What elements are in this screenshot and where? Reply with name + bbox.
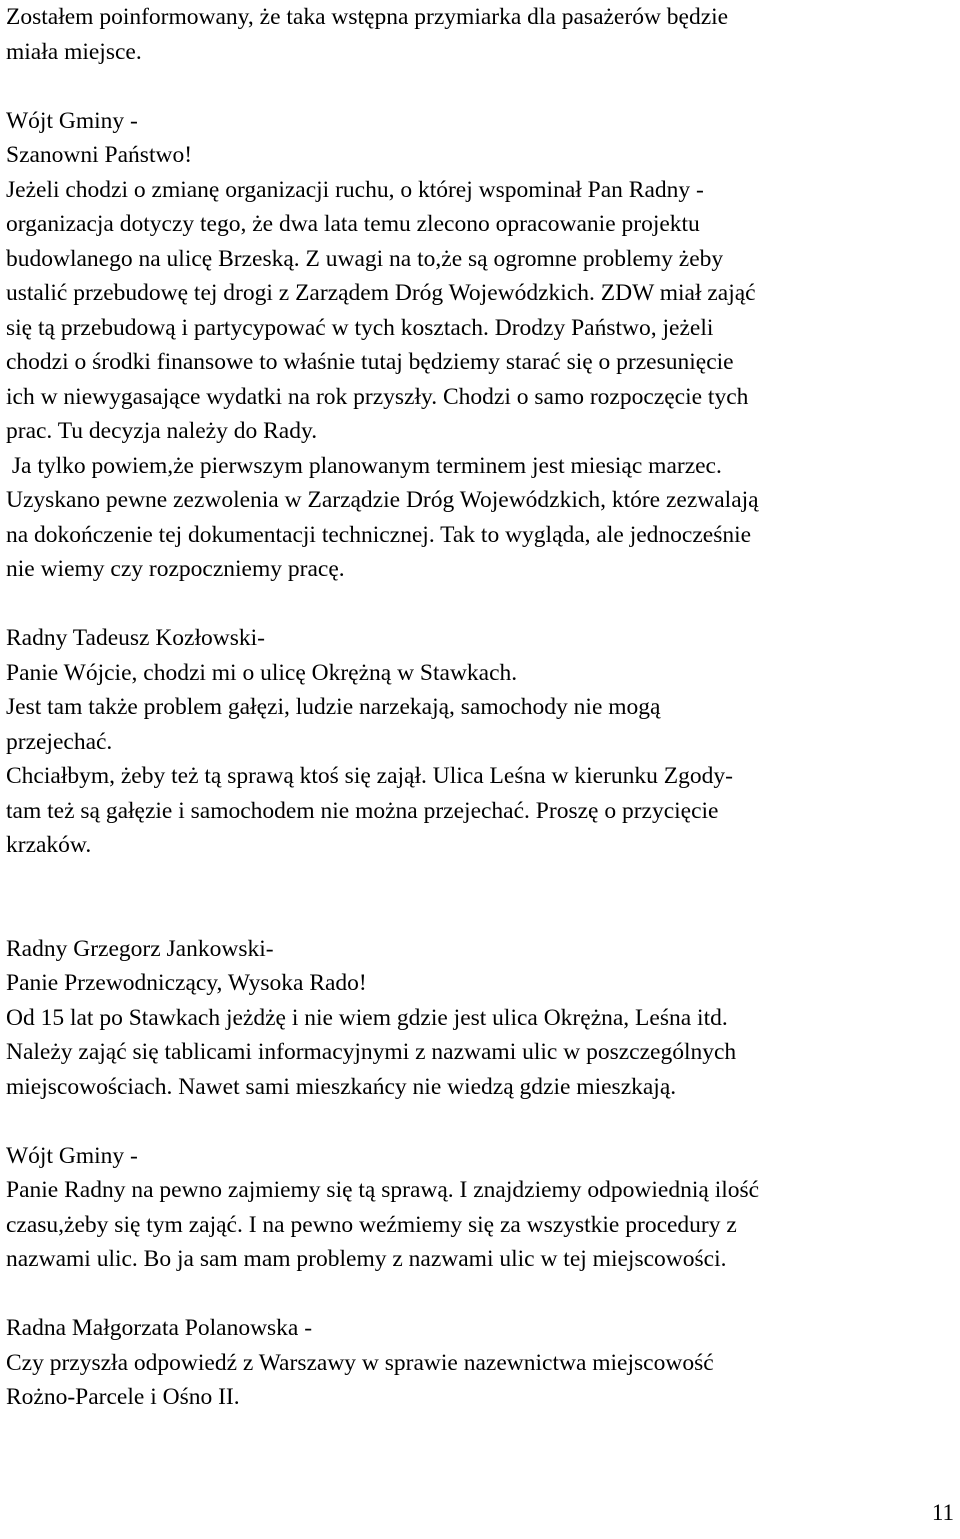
- text-line: Panie Wójcie, chodzi mi o ulicę Okrężną w Stawkach.: [6, 659, 518, 686]
- text-line: Uzyskano pewne zezwolenia w Zarządzie Dróg Wojewódzkich, które zezwalają: [6, 487, 759, 513]
- text-line: nie wiemy czy rozpoczniemy pracę.: [6, 556, 345, 582]
- text-line: nazwami ulic. Bo ja sam mam problemy z nazwami ulic w tej miejscowości.: [6, 1246, 727, 1272]
- speaker-label: Wójt Gminy -: [6, 1142, 138, 1169]
- text-line: Chciałbym, żeby też tą sprawą ktoś się zajął. Ulica Leśna w kierunku Zgody-: [6, 763, 733, 789]
- speaker-label: Radny Tadeusz Kozłowski-: [6, 625, 265, 651]
- text-line: budowlanego na ulicę Brzeską. Z uwagi na to,że są ogromne problemy żeby: [6, 245, 724, 272]
- speaker-label: Wójt Gminy -: [6, 107, 138, 134]
- text-line: organizacja dotyczy tego, że dwa lata temu zlecono opracowanie projektu: [6, 211, 700, 237]
- text-line: miejscowościach. Nawet sami mieszkańcy nie wiedzą gdzie mieszkają.: [6, 1073, 677, 1100]
- text-line: chodzi o środki finansowe to właśnie tutaj będziemy starać się o przesunięcie: [6, 349, 734, 375]
- text-line: krzaków.: [6, 832, 92, 858]
- text-line: Panie Przewodniczący, Wysoka Rado!: [6, 970, 367, 996]
- document-body: [6, 0, 958, 1415]
- text-line: Rożno-Parcele i Ośno II.: [6, 1384, 240, 1410]
- speaker-label: Radny Grzegorz Jankowski-: [6, 935, 274, 962]
- text-line: Ja tylko powiem,że pierwszym planowanym terminem jest miesiąc marzec.: [6, 452, 722, 479]
- text-line: Panie Radny na pewno zajmiemy się tą sprawą. I znajdziemy odpowiednią ilość: [6, 1177, 760, 1203]
- text-line: Szanowni Państwo!: [6, 142, 193, 168]
- text-line: się tą przebudową i partycypować w tych kosztach. Drodzy Państwo, jeżeli: [6, 314, 714, 341]
- text-line: na dokończenie tej dokumentacji technicznej. Tak to wygląda, ale jednocześnie: [6, 521, 752, 548]
- text-line: Od 15 lat po Stawkach jeżdżę i nie wiem gdzie jest ulica Okrężna, Leśna itd.: [6, 1004, 728, 1031]
- text-line: ich w niewygasające wydatki na rok przyszły. Chodzi o samo rozpoczęcie tych: [6, 383, 749, 410]
- speaker-label: Radna Małgorzata Polanowska -: [6, 1315, 313, 1341]
- text-line: Jest tam także problem gałęzi, ludzie narzekają, samochody nie mogą: [6, 694, 661, 720]
- text-line: przejechać.: [6, 728, 113, 755]
- text-line: Czy przyszła odpowiedź z Warszawy w sprawie nazewnictwa miejscowość: [6, 1349, 714, 1376]
- text-line: Jeżeli chodzi o zmianę organizacji ruchu, o której wspominał Pan Radny -: [6, 176, 704, 203]
- text-line: miała miejsce.: [6, 38, 142, 65]
- text-line: Zostałem poinformowany, że taka wstępna przymiarka dla pasażerów będzie: [6, 4, 729, 30]
- page-number: 11: [931, 1500, 954, 1525]
- text-line: czasu,żeby się tym zająć. I na pewno weźmiemy się za wszystkie procedury z: [6, 1211, 737, 1238]
- text-line: ustalić przebudowę tej drogi z Zarządem Dróg Wojewódzkich. ZDW miał zająć: [6, 280, 756, 306]
- text-line: prac. Tu decyzja należy do Rady.: [6, 418, 318, 444]
- text-line: tam też są gałęzie i samochodem nie można przejechać. Proszę o przycięcie: [6, 797, 719, 824]
- text-line: Należy zająć się tablicami informacyjnymi z nazwami ulic w poszczególnych: [6, 1039, 737, 1065]
